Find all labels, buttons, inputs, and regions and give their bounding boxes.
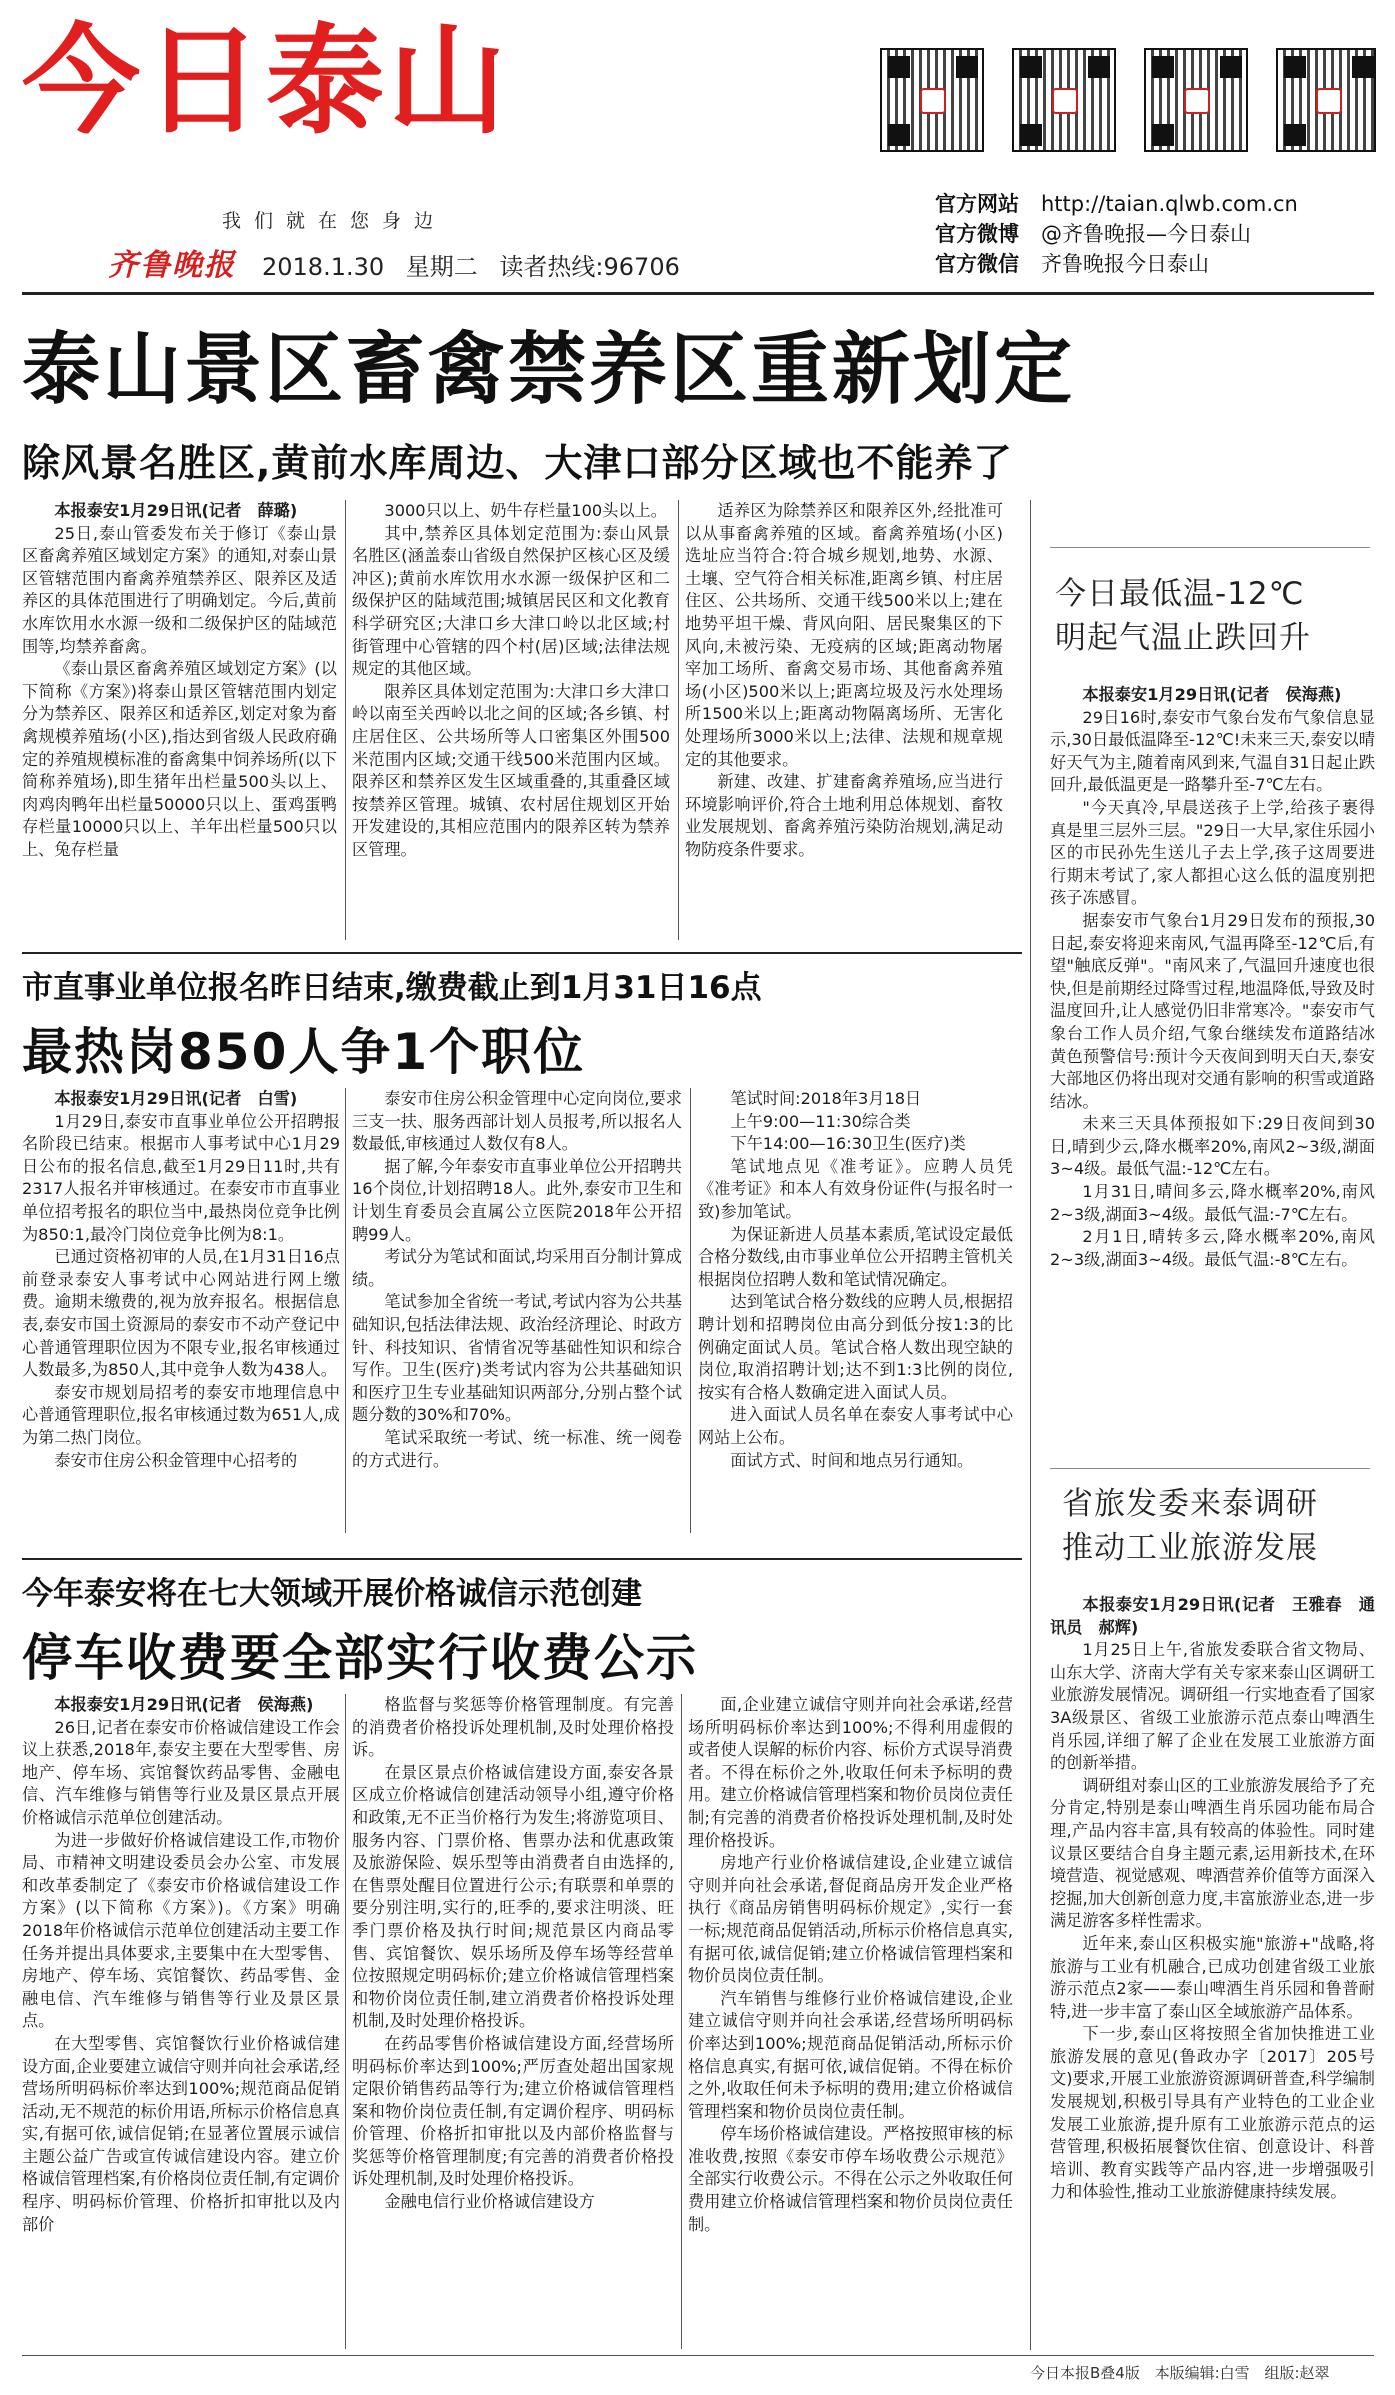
weather-column: 本报泰安1月29日讯(记者 侯海燕) 29日16时,泰安市气象台发布气象信息显示,30日最低温降至-12℃!未来三天,泰安以晴好天气为主,随着南风到来,气温自31日起止跌回升,最低温更是一路攀升至-7℃左右。 "今天真冷,早晨送孩子上学,给孩子裹得真是里三层外三层。"29日一大早,家住乐园小区的市民孙先生送儿子去上学,孩子这周要进行期末考试了,家人都担心这么低的温度别把孩子冻感冒。 据泰安市气象台1月29日发布的预报,30日起,泰安将迎来南风,气温再降至-12℃后,有望"触底反弹"。"南风来了,气温回升速度也很快,但是前期经过降雪过程,地温降低,导致及时温度回升,让人感觉仍旧非常寒冷。"泰安市气象台工作人员介绍,气象台继续发布道路结冰黄色预警信号:预计今天夜间到明天白天,泰安大部地区仍将出现对交通有影响的积雪或道路结冰。 未来三天具体预报如下:29日夜间到30日,晴到少云,降水概率20%,南风2~3级,湖面3~4级。最低气温:-12℃左右。 1月31日,晴间多云,降水概率20%,南风2~3级,湖面3~4级。最低气温:-7℃左右。 2月1日,晴转多云,降水概率20%,南风2~3级,湖面3~4级。最低气温:-8℃左右。 — [1050, 685, 1375, 1269]
parking-lead: 今年泰安将在七大领域开展价格诚信示范创建 — [22, 1576, 642, 1612]
masthead-divider — [22, 292, 1374, 295]
contact-weibo: 官方微博 @齐鲁晚报—今日泰山 — [935, 222, 1251, 246]
masthead-brand: 齐鲁晚报 — [108, 248, 236, 283]
contact-website: 官方网站 http://taian.qlwb.com.cn — [935, 192, 1298, 216]
dateline — [262, 247, 694, 282]
website-link[interactable]: http://taian.qlwb.com.cn — [1041, 192, 1298, 216]
footer-editor: 本版编辑:白雪 — [1154, 2364, 1250, 2382]
issue-weekday: 星期二 — [405, 253, 478, 281]
jobs-lead: 市直事业单位报名昨日结束,缴费截止到1月31日16点 — [22, 970, 762, 1006]
masthead-slogan: 我们就在您身边 — [222, 210, 447, 232]
qr-code-icon — [880, 48, 984, 152]
footer-page: 今日本报B叠4版 — [1030, 2364, 1140, 2382]
parking-column-1: 本报泰安1月29日讯(记者 侯海燕) 26日,记者在泰安市价格诚信建设工作会议上获悉,2018年,泰安主要在大型零售、房地产、停车场、宾馆餐饮药品零售、金融电信、汽车维修与销售等行业及景区景点开展价格诚信示范单位创建活动。 为进一步做好价格诚信建设工作,市物价局、市精神文明建设委员会办公室、市发展和改革委制定了《泰安市价格诚信建设工作方案》(以下简称《方案》)。《方案》明确2018年价格诚信示范单位创建活动主要工作任务并提出具体要求,主要集中在大型零售、房地产、停车场、宾馆餐饮、药品零售、金融电信、汽车维修与销售等行业及景区景点。 在大型零售、宾馆餐饮行业价格诚信建设方面,企业要建立诚信守则并向社会承诺,经营场所明码标价率达到100%;规范商品促销活动,无不规范的标价用语,所标示价格信息真实,有据可依,诚信促销;在显著位置展示诚信主题公益广告或宣传诚信建设内容。建立价格诚信管理档案,有价格岗位责任制,有定调价程序、明码标价管理、价格折扣审批以及内部价 — [22, 1695, 340, 2234]
parking-column-2: 格监督与奖惩等价格管理制度。有完善的消费者价格投诉处理机制,及时处理价格投诉。 在景区景点价格诚信建设方面,泰安各景区成立价格诚信创建活动领导小组,遵守价格和政策,无不正当价格行为发生;将游览项目、服务内容、门票价格、售票办法和优惠政策及旅游保险、娱乐型等由消费者自由选择的,在售票处醒目位置进行公示;有联票和单票的要分别注明,实行的,旺季的,要求注明淡、旺季门票价格及执行时间;规范景区内商品零售、宾馆餐饮、娱乐场所及停车场等经营单位按照规定明码标价;建立价格诚信管理档案和物价岗位责任制,建立消费者价格投诉处理机制,及时处理价格投诉。 在药品零售价格诚信建设方面,经营场所明码标价率达到100%;严厉查处超出国家规定限价销售药品等行为;建立价格诚信管理档案和物价岗位责任制,有定调价程序、明码标价管理、价格折扣审批以及内部价格监督与奖惩等价格管理制度;有完善的消费者价格投诉处理机制,及时处理价格投诉。 金融电信行业价格诚信建设方 — [352, 1695, 674, 2212]
page-footer — [1030, 2362, 1340, 2383]
lead-headline: 泰山景区畜禽禁养区重新划定 — [22, 325, 1076, 415]
lead-column-1: 本报泰安1月29日讯(记者 薛璐) 25日,泰山管委发布关于修订《泰山景区畜禽养殖区域划定方案》的通知,对泰山景区管辖范围内畜禽养殖禁养区、限养区及适养区的具体范围进行了明确划定。今后,黄前水库饮用水水源一级和二级保护区的陆域范围等,均禁养畜禽。 《泰山景区畜禽养殖区域划定方案》(以下简称《方案》)将泰山景区管辖范围内划定分为禁养区、限养区和适养区,划定对象为畜禽规模养殖场(小区),指达到省级人民政府确定的养殖规模标准的畜禽集中饲养场所(以下简称养殖场),即生猪年出栏量500头以上、肉鸡肉鸭年出栏量50000只以上、蛋鸡蛋鸭存栏量10000只以上、羊年出栏量500只以上、兔存栏量 — [22, 501, 337, 859]
qr-code-icon — [1012, 48, 1116, 152]
jobs-column-1: 本报泰安1月29日讯(记者 白雪) 1月29日,泰安市直事业单位公开招聘报名阶段已结束。根据市人事考试中心1月29日公布的报名信息,截至1月29日11时,共有2317人报名并审核通过。在泰安市市直事业单位招考报名的职位当中,最热岗位竞争比例为850:1,最冷门岗位竞争比例为8:1。 已通过资格初审的人员,在1月31日16点前登录泰安人事考试中心网站进行网上缴费。逾期未缴费的,视为放弃报名。根据信息表,泰安市国土资源局的泰安市不动产登记中心普通管理职位因为不限专业,报名审核通过人数最多,为850人,其中竞争人数为438人。 泰安市规划局招考的泰安市地理信息中心普通管理职位,报名审核通过数为651人,成为第二热门岗位。 泰安市住房公积金管理中心招考的 — [22, 1089, 340, 1470]
issue-date: 2018.1.30 — [262, 253, 385, 281]
lead-column-3: 适养区为除禁养区和限养区外,经批准可以从事畜禽养殖的区域。畜禽养殖场(小区)选址应当符合:符合城乡规划,地势、水源、土壤、空气符合相关标准,距离乡镇、村庄居住区、公共场所、交通干线500米以上;建在地势平坦干燥、背风向阳、居民聚集区的下风向,未被污染、无疫病的区域;距离动物屠宰加工场所、畜禽交易市场、其他畜禽养殖场(小区)500米以上;距离垃圾及污水处理场所1500米以上;距离动物隔离场所、无害化处理场所3000米以上;法律、法规和规章规定的其他要求。 新建、改建、扩建畜禽养殖场,应当进行环境影响评价,符合土地利用总体规划、畜牧业发展规划、畜禽养殖污染防治规划,满足动物防疫条件要求。 — [685, 501, 1003, 859]
tourism-headline-2: 推动工业旅游发展 — [1062, 1530, 1318, 1566]
reader-hotline: 读者热线:96706 — [499, 253, 680, 281]
section-divider — [22, 952, 1022, 954]
footer-layout: 组版:赵翠 — [1264, 2364, 1330, 2382]
contact-wechat: 官方微信 齐鲁晚报今日泰山 — [935, 252, 1209, 276]
parking-column-3: 面,企业建立诚信守则并向社会承诺,经营场所明码标价率达到100%;不得利用虚假的或者使人误解的标价内容、标价方式误导消费者。不得在标价之外,收取任何未予标明的费用。建立价格诚信管理档案和物价员岗位责任制;有完善的消费者价格投诉处理机制,及时处理价格投诉。 房地产行业价格诚信建设,企业建立诚信守则并向社会承诺,督促商品房开发企业严格执行《商品房销售明码标价规定》,实行一套一标;规范商品促销活动,所标示价格信息真实,有据可依,诚信促销;建立价格诚信管理档案和物价员岗位责任制。 汽车销售与维修行业价格诚信建设,企业建立诚信守则并向社会承诺,经营场所明码标价率达到100%;规范商品促销活动,所标示价格信息真实,有据可依,诚信促销。不得在标价之外,收取任何未予标明的费用;建立价格诚信管理档案和物价员岗位责任制。 停车场价格诚信建设。严格按照审核的标准收费,按照《泰安市停车场收费公示规范》全部实行收费公示。不得在公示之外收取任何费用建立价格诚信管理档案和物价员岗位责任制。 — [688, 1695, 1013, 2234]
section-divider — [22, 1558, 1022, 1560]
parking-headline: 停车收费要全部实行收费公示 — [22, 1629, 698, 1687]
weather-headline-2: 明起气温止跌回升 — [1055, 620, 1311, 656]
qr-code-icon — [1276, 48, 1376, 152]
qr-code-icon — [1144, 48, 1248, 152]
lead-subhead: 除风景名胜区,黄前水库周边、大津口部分区域也不能养了 — [22, 441, 1013, 485]
masthead-title: 今日泰山 — [22, 12, 511, 150]
lead-column-2: 3000只以上、奶牛存栏量100头以上。 其中,禁养区具体划定范围为:泰山风景名胜区(涵盖泰山省级自然保护区核心区及缓冲区);黄前水库饮用水水源一级保护区和二级保护区的陆域范围;城镇居民区和文化教育科学研究区;大津口乡大津口岭以北区域;村街管理中心管辖的四个村(居)区域;法律法规规定的其他区域。 限养区具体划定范围为:大津口乡大津口岭以南至关西岭以北之间的区域;各乡镇、村庄居住区、公共场所等人口密集区外围500米范围内区域;交通干线500米范围内区域。限养区和禁养区发生区域重叠的,其重叠区域按禁养区管理。城镇、农村居住规划区开始开发建设的,其相应范围内的限养区转为禁养区管理。 — [352, 501, 670, 859]
tourism-headline-1: 省旅发委来泰调研 — [1062, 1486, 1318, 1522]
tourism-column: 本报泰安1月29日讯(记者 王雅春 通讯员 郝辉) 1月25日上午,省旅发委联合省文物局、山东大学、济南大学有关专家来泰山区调研工业旅游发展情况。调研组一行实地查看了国家3A级景区、省级工业旅游示范点泰山啤酒生肖乐园,详细了解了企业在发展工业旅游方面的创新举措。 调研组对泰山区的工业旅游发展给予了充分肯定,特别是泰山啤酒生肖乐园功能布局合理,产品内容丰富,具有较高的体验性。同时建议景区要结合自身主题元素,运用新技术,在环境营造、视觉感观、啤酒营养价值等方面深入挖掘,加大创新创意力度,丰富旅游业态,进一步满足游客多样性需求。 近年来,泰山区积极实施"旅游+"战略,将旅游与工业有机融合,已成功创建省级工业旅游示范点2家——泰山啤酒生肖乐园和鲁普耐特,进一步丰富了泰山区全域旅游产品体系。 下一步,泰山区将按照全省加快推进工业旅游发展的意见(鲁政办字〔2017〕205号文)要求,开展工业旅游资源调研普查,科学编制发展规划,积极引导具有产业特色的工业企业发展工业旅游,提升原有工业旅游示范点的运营管理,积极拓展餐饮住宿、创意设计、科普培训、教育实践等产品内容,进一步增强吸引力和体验性,推动工业旅游健康持续发展。 — [1050, 1595, 1375, 2202]
jobs-headline: 最热岗850人争1个职位 — [22, 1023, 586, 1081]
weather-headline-1: 今日最低温-12℃ — [1055, 576, 1305, 612]
jobs-column-2: 泰安市住房公积金管理中心定向岗位,要求三支一扶、服务西部计划人员报考,所以报名人数最低,审核通过人数仅有8人。 据了解,今年泰安市直事业单位公开招聘共16个岗位,计划招聘18人。此外,泰安市卫生和计划生育委员会直属公立医院2018年公开招聘99人。 考试分为笔试和面试,均采用百分制计算成绩。 笔试参加全省统一考试,考试内容为公共基础知识,包括法律法规、政治经济理论、时政方针、科技知识、省情省况等基础性知识和综合写作。卫生(医疗)类考试内容为公共基础知识和医疗卫生专业基础知识两部分,分别占整个试题分数的30%和70%。 笔试采取统一考试、统一标准、统一阅卷的方式进行。 — [352, 1089, 682, 1470]
jobs-column-3: 笔试时间:2018年3月18日 上午9:00—11:30综合类 下午14:00—16:30卫生(医疗)类 笔试地点见《准考证》。应聘人员凭《准考证》和本人有效身份证件(与报名时一致)参加笔试。 为保证新进人员基本素质,笔试设定最低合格分数线,由市事业单位公开招聘主管机关根据岗位招聘人数和笔试情况确定。 达到笔试合格分数线的应聘人员,根据招聘计划和招聘岗位由高分到低分按1:3的比例确定面试人员。笔试合格人数出现空缺的岗位,取消招聘计划;达不到1:3比例的岗位,按实有合格人数确定进入面试人员。 进入面试人员名单在泰安人事考试中心网站上公布。 面试方式、时间和地点另行通知。 — [698, 1089, 1013, 1470]
